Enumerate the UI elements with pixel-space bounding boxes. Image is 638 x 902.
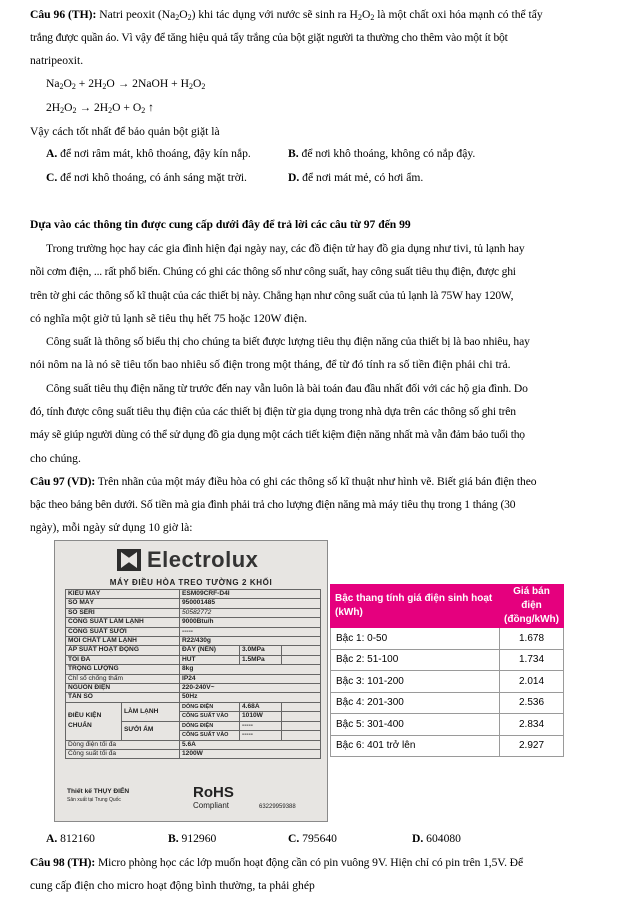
spec-row: SỐ MÁY 950001485 xyxy=(66,599,321,608)
equation-1: $Na_2O_2 + 2H_2O$ → 2NaOH + $H_2O_2$ xyxy=(46,77,206,91)
q97-option-a[interactable]: A. 812160 xyxy=(46,832,95,845)
q98-line2: cung cấp điện cho micro hoạt động bình thường, ta phải ghép xyxy=(30,879,315,892)
passage-heading: Dựa vào các thông tin được cung cấp dưới đây để trả lời các câu từ 97 đến 99 xyxy=(30,218,411,231)
spec-row: Chỉ số chống thấm IP24 xyxy=(66,674,321,683)
q96-option-a[interactable]: A. để nơi râm mát, khô thoáng, đậy kín nắp. xyxy=(46,147,251,160)
electricity-price-table xyxy=(330,584,564,757)
passage-line: trên tờ ghi các thông số kĩ thuật của các thiết bị này. Chẳng hạn như công suất của tủ lạnh là 75W hay 120W, xyxy=(30,289,514,302)
spec-row: CÔNG SUẤT SƯỞI ----- xyxy=(66,627,321,636)
spec-row: Công suất tối đa 1200W xyxy=(66,749,321,758)
spec-row: ÁP SUẤT HOẠT ĐỘNG ĐẨY (NÉN) 3.0MPa xyxy=(66,646,321,655)
price-table-header xyxy=(331,585,564,628)
spec-row: TỐI ĐA HÚT 1.5MPa xyxy=(66,655,321,664)
q96-line2: trắng được quần áo. Vì vậy để tăng hiệu quả tẩy trắng của bột giặt người ta thường cho thêm vào một ít bột xyxy=(30,31,508,44)
spec-row: Dòng điện tối đa 5.6A xyxy=(66,740,321,749)
spec-row: KIỂU MÁY ESM09CRF-D4I xyxy=(66,590,321,599)
price-row: Bậc 2: 51-100 1.734 xyxy=(331,649,564,671)
spec-row: TRỌNG LƯỢNG 8kg xyxy=(66,665,321,674)
price-row: Bậc 3: 101-200 2.014 xyxy=(331,671,564,693)
spec-table xyxy=(65,589,321,759)
label-title: MÁY ĐIỀU HÒA TREO TƯỜNG 2 KHỐI xyxy=(109,578,273,587)
brand-header xyxy=(55,545,327,575)
q96-option-c[interactable]: C. để nơi khô thoáng, có ánh sáng mặt trời. xyxy=(46,171,247,184)
spec-row: CÔNG SUẤT LÀM LẠNH 9000Btu/h xyxy=(66,618,321,627)
price-header-tier: Bậc thang tính giá điện sinh hoạt (kWh) xyxy=(331,585,500,628)
q97-option-b[interactable]: B. 912960 xyxy=(168,832,217,845)
q96-option-d[interactable]: D. để nơi mát mẻ, có hơi ẩm. xyxy=(288,171,424,184)
q97-line1: Câu 97 (VD): Trên nhãn của một máy điều hòa có ghi các thông số kĩ thuật như hình vẽ. Biết giá bán điện theo xyxy=(30,475,537,488)
spec-row: CÔNG SUẤT VÀO 1010W xyxy=(66,712,321,721)
spec-row: MÔI CHẤT LÀM LẠNH R22/430g xyxy=(66,637,321,646)
price-row: Bậc 4: 201-300 2.536 xyxy=(331,692,564,714)
passage-line: Công suất là thông số biểu thị cho chúng ta biết được lượng tiêu thụ điện năng của thiết bị là bao nhiêu, hay xyxy=(46,335,530,348)
electrolux-logo-icon xyxy=(117,549,141,571)
q96-line3: natripeoxit. xyxy=(30,54,84,67)
spec-row: CÔNG SUẤT VÀO ----- xyxy=(66,731,321,740)
brand-name: Electrolux xyxy=(147,547,259,572)
price-row: Bậc 5: 301-400 2.834 xyxy=(331,714,564,736)
q96-line1: Câu 96 (TH): Natri peoxit $(Na_2O_2)$ khi tác dụng với nước sẽ sinh ra $H_2O_2$ là một chất oxi hóa mạnh có thể tẩy xyxy=(30,8,543,22)
passage-line: Trong trường học hay các gia đình hiện đại ngày nay, các đồ điện tử hay đồ gia dụng như tivi, tủ lạnh hay xyxy=(46,242,525,255)
spec-row: ĐIỀU KIỆN CHUẨN LÀM LẠNH DÒNG ĐIỆN 4.68A xyxy=(66,702,321,711)
ac-spec-label xyxy=(54,540,328,822)
passage-line: có nghĩa một giờ tủ lạnh sẽ tiêu thụ hết 75 hoặc 120W điện. xyxy=(30,312,308,325)
q97-line3: ngày), mỗi ngày sử dụng 10 giờ là: xyxy=(30,521,193,534)
spec-row: SỐ SÊRI 50582772 xyxy=(66,608,321,617)
rohs-mark: RoHS xyxy=(193,784,234,801)
passage-line: máy sẽ giúp người dùng có thể sử dụng đồ gia dụng một cách tiết kiệm điện năng nhất mà vẫn đảm bảo tuổi thọ xyxy=(30,428,525,441)
rohs-compliant: Compliant xyxy=(193,801,230,810)
price-header-price: Giá bán điện (đồng/kWh) xyxy=(500,585,564,628)
made-in-note: Sản xuất tại Trung Quốc xyxy=(67,797,121,803)
passage-line: Công suất tiêu thụ điện năng từ trước đến nay vẫn luôn là bài toán đau đầu nhất đối với các hộ gia đình. Do xyxy=(46,382,528,395)
designer-note: Thiết kế THỤY ĐIỂN xyxy=(67,788,130,795)
q97-line2: bậc theo bảng bên dưới. Số tiền mà gia đình phải trả cho lượng điện năng mà máy tiêu thụ trong 1 tháng (30 xyxy=(30,498,516,511)
q96-question: Vậy cách tốt nhất để bảo quản bột giặt là xyxy=(30,125,220,138)
passage-line: đó, tính được công suất tiêu thụ điện của các thiết bị điện từ gia dụng trong nhà dựa trên các thông số ghi trên xyxy=(30,405,516,418)
q97-option-d[interactable]: D. 604080 xyxy=(412,832,461,845)
passage-line: nồi cơm điện, ... rất phổ biến. Chúng có ghi các thông số như công suất, hay công suất tiêu thụ điện, được ghi xyxy=(30,265,516,278)
price-row: Bậc 1: 0-50 1.678 xyxy=(331,628,564,650)
equation-2: $2H_2O_2 \to 2H_2O + O_2$ ↑ xyxy=(46,101,154,115)
q97-option-c[interactable]: C. 795640 xyxy=(288,832,337,845)
q96-option-b[interactable]: B. để nơi khô thoáng, không có nắp đậy. xyxy=(288,147,476,160)
spec-row: TẦN SỐ 50Hz xyxy=(66,693,321,702)
passage-line: nói nôm na là nó sẽ tiêu tốn bao nhiêu số điện trong một tháng, để từ đó tính ra số tiền điện phải chi trả. xyxy=(30,358,511,371)
spec-row: SƯỞI ẤM DÒNG ĐIỆN ----- xyxy=(66,721,321,730)
spec-row: NGUỒN ĐIỆN 220-240V~ xyxy=(66,684,321,693)
price-row: Bậc 6: 401 trở lên 2.927 xyxy=(331,735,564,757)
label-code: 63229959388 xyxy=(259,804,296,810)
passage-line: cho chúng. xyxy=(30,452,81,465)
q98-line1: Câu 98 (TH): Micro phòng học các lớp muốn hoạt động cần có pin vuông 9V. Hiện chỉ có pin trên 1,5V. Để xyxy=(30,856,523,869)
